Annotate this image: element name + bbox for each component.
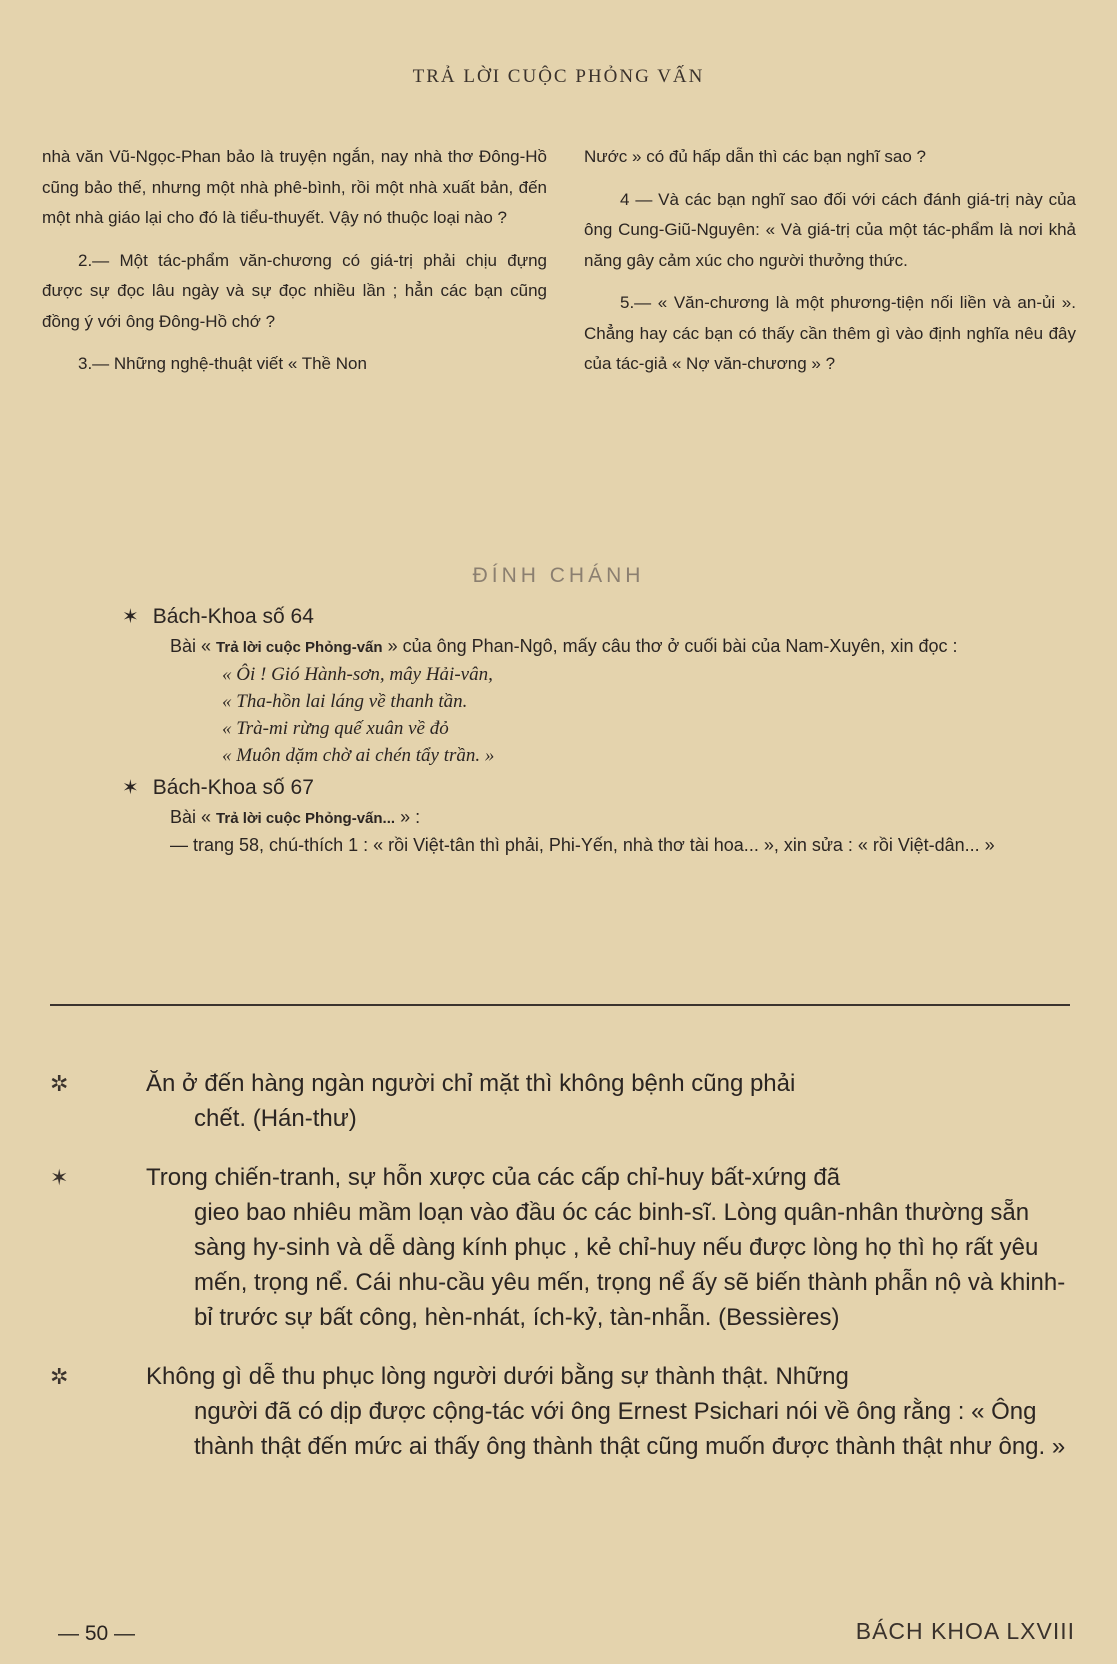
quote-text: Không gì dễ thu phục lòng người dưới bằng sự thành thật. Những	[146, 1363, 849, 1390]
page-number: — 50 —	[58, 1622, 136, 1645]
right-column	[584, 142, 1076, 392]
ornament-icon: ✲	[50, 1071, 69, 1096]
paragraph: nhà văn Vũ-Ngọc-Phan bảo là truyện ngắn, nay nhà thơ Đông-Hồ cũng bảo thế, nhưng một nhà phê-bình, rồi một nhà xuất bản, đến một nhà giáo lại cho đó là tiểu-thuyết. Vậy nó thuộc loại nào ?	[42, 147, 547, 227]
ornament-icon: ✲	[50, 1364, 69, 1389]
errata-entry-heading	[122, 775, 1042, 800]
errata-entry-label: Bách-Khoa số 64	[152, 604, 314, 628]
poem	[222, 661, 1042, 769]
star-icon: ✶	[122, 606, 139, 628]
paragraph: 2.— Một tác-phẩm văn-chương có giá-trị phải chịu đựng được sự đọc lâu ngày và sự đọc nhiều lần ; hẳn các bạn cũng đồng ý với ông Đông-Hồ chớ ?	[42, 250, 547, 331]
quote-text: chết. (Hán-thư)	[194, 1105, 357, 1132]
quotes-section	[40, 1066, 1080, 1488]
quote-text: Ăn ở đến hàng ngàn người chỉ mặt thì không bệnh cũng phải	[146, 1070, 796, 1097]
magazine-name: BÁCH KHOA LXVIII	[855, 1618, 1075, 1644]
quote-text: người đã có dịp được cộng-tác với ông Ernest Psichari nói về ông rằng : « Ông thành thật đến mức ai thấy ông thành thật cũng muốn được thành thật như ông. »	[194, 1398, 1066, 1460]
paragraph: 5.— « Văn-chương là một phương-tiện nối liền và an-ủi ». Chẳng hay các bạn có thấy cần thêm gì vào định nghĩa nêu đây của tác-giả « Nợ văn-chương » ?	[584, 293, 1076, 373]
text: Bài «	[170, 636, 217, 656]
errata-title: ĐÍNH CHÁNH	[472, 564, 645, 587]
star-icon: ✶	[122, 777, 139, 799]
text: » của ông Phan-Ngô, mấy câu thơ ở cuối bài của Nam-Xuyên, xin đọc :	[382, 636, 958, 656]
text: Bài «	[170, 807, 217, 827]
quote-text: Trong chiến-tranh, sự hỗn xược của các cấp chỉ-huy bất-xứng đã	[146, 1164, 841, 1191]
poem-line: « Muôn dặm chờ ai chén tẩy trần. »	[222, 745, 495, 766]
divider	[50, 1004, 1070, 1006]
paragraph: 3.— Những nghệ-thuật viết « Thề Non	[78, 354, 367, 373]
paragraph: 4 — Và các bạn nghĩ sao đối với cách đánh giá-trị này của ông Cung-Giũ-Nguyên: « Và giá-trị của một tác-phẩm là nơi khả năng gây cảm xúc cho người thưởng thức.	[584, 189, 1076, 270]
article-title: Trả lời cuộc Phỏng-vấn	[216, 639, 383, 656]
page-header: TRẢ LỜI CUỘC PHỎNG VẤN	[412, 66, 705, 87]
article-title: Trả lời cuộc Phỏng-vấn...	[216, 810, 396, 827]
text: » :	[395, 807, 421, 827]
paragraph: Nước » có đủ hấp dẫn thì các bạn nghĩ sao ?	[584, 147, 926, 166]
star-icon: ✶	[50, 1165, 69, 1190]
poem-line: « Tha-hồn lai láng về thanh tần.	[222, 691, 468, 712]
quote-text: gieo bao nhiêu mầm loạn vào đầu óc các binh-sĩ. Lòng quân-nhân thường sẵn sàng hy-sinh và dễ dàng kính phục , kẻ chỉ-huy nếu được lòng họ thì họ rất yêu mến, trọng nể. Cái nhu-cầu yêu mến, trọng nể ấy sẽ biến thành phẫn nộ và khinh-bỉ trước sự bất công, hèn-nhát, ích-kỷ, tàn-nhẫn. (Bessières)	[194, 1199, 1066, 1331]
quote	[40, 1359, 1080, 1464]
errata-entry-label: Bách-Khoa số 67	[152, 775, 314, 799]
quote	[40, 1160, 1080, 1335]
errata-entry-heading	[122, 604, 1042, 629]
errata-section	[122, 604, 1042, 859]
left-column	[42, 142, 547, 392]
errata-entry-body: — trang 58, chú-thích 1 : « rồi Việt-tân thì phải, Phi-Yến, nhà thơ tài hoa... », xin sửa : « rồi Việt-dân... »	[170, 835, 995, 855]
quote	[40, 1066, 1080, 1136]
errata-entry-body	[170, 804, 1042, 832]
poem-line: « Trà-mi rừng quế xuân về đỏ	[222, 718, 449, 739]
errata-entry-body	[170, 633, 1042, 661]
poem-line: « Ôi ! Gió Hành-sơn, mây Hải-vân,	[222, 664, 493, 685]
